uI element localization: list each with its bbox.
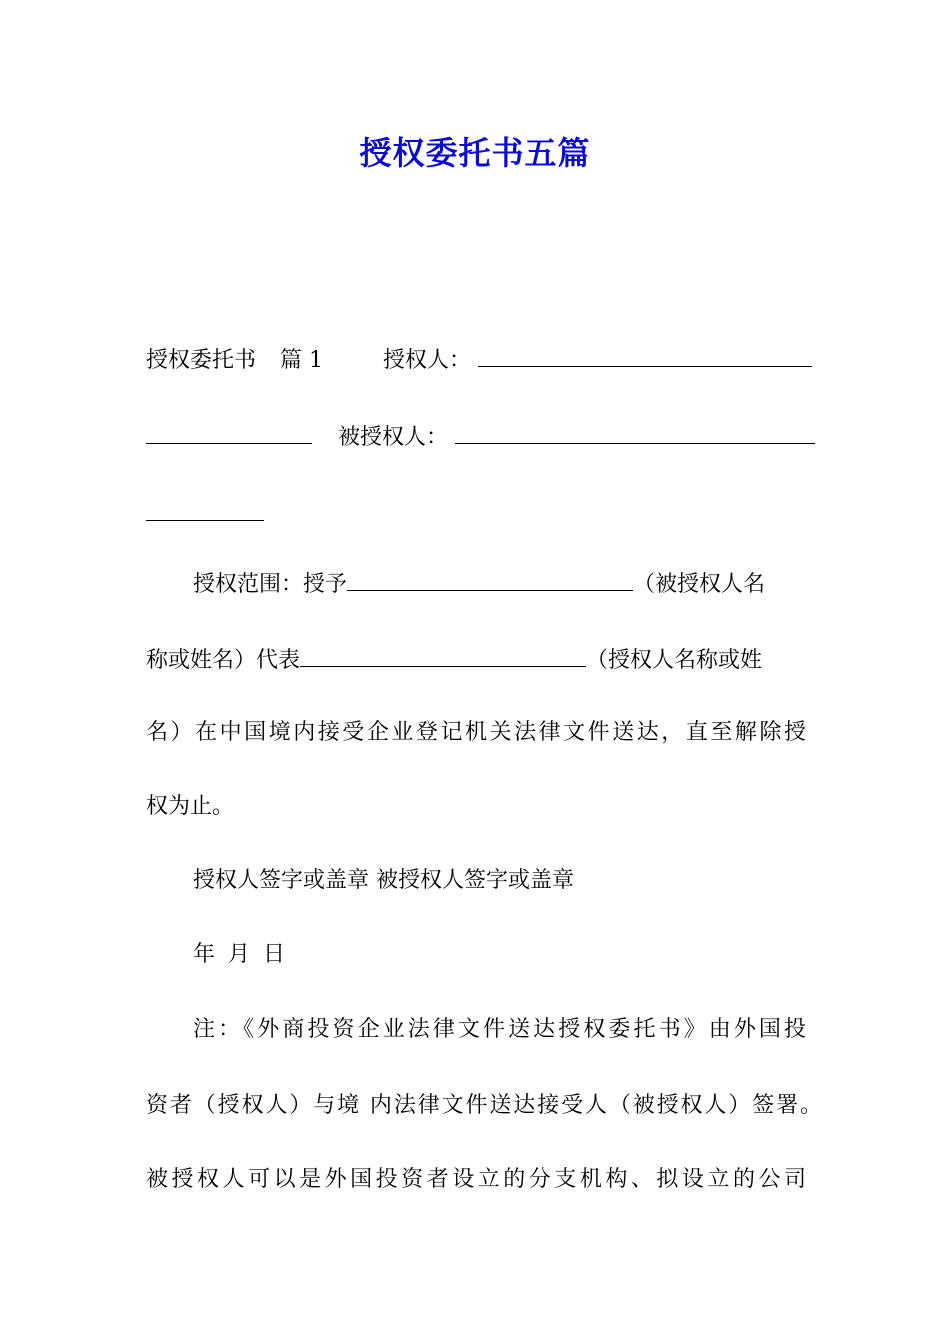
section-heading: 授权委托书 xyxy=(146,348,257,373)
grantee-blank-continued xyxy=(146,498,264,521)
grantor-name-blank xyxy=(300,644,586,667)
grantee-label: 被授权人： xyxy=(338,425,449,450)
note-line-3: 被授权人可以是外国投资者设立的分支机构、拟设立的公司 xyxy=(146,1167,806,1192)
scope-line-4: 权为止。 xyxy=(146,794,235,819)
signature-line: 授权人签字或盖章 被授权人签字或盖章 xyxy=(193,868,574,893)
grantee-blank-line xyxy=(146,498,806,530)
scope-line-2-prefix: 称或姓名）代表 xyxy=(146,648,301,673)
grantor-blank-continued xyxy=(146,421,312,444)
scope-after-blank-1: （被授权人名 xyxy=(633,572,766,597)
grantee-name-blank xyxy=(347,568,633,591)
document-title: 授权委托书五篇 xyxy=(359,134,591,172)
scope-line-2 xyxy=(146,644,806,676)
scope-prefix: 授权范围：授予 xyxy=(193,572,348,597)
date-line: 年 月 日 xyxy=(193,942,285,967)
note-line-2: 资者（授权人）与境 内法律文件送达接受人（被授权人）签署。 xyxy=(146,1093,822,1118)
grantor-label: 授权人： xyxy=(383,348,472,373)
note-line-1: 注：《外商投资企业法律文件送达授权委托书》由外国投 xyxy=(193,1017,806,1042)
scope-line-3: 名）在中国境内接受企业登记机关法律文件送达，直至解除授 xyxy=(146,720,806,745)
scope-line-1 xyxy=(193,568,806,600)
grantor-blank xyxy=(478,344,812,367)
grantee-line xyxy=(146,421,806,453)
section-number: 篇 1 xyxy=(280,348,324,373)
grantor-line xyxy=(146,344,806,376)
grantee-blank xyxy=(455,421,815,444)
scope-after-blank-2: （授权人名称或姓 xyxy=(586,648,763,673)
